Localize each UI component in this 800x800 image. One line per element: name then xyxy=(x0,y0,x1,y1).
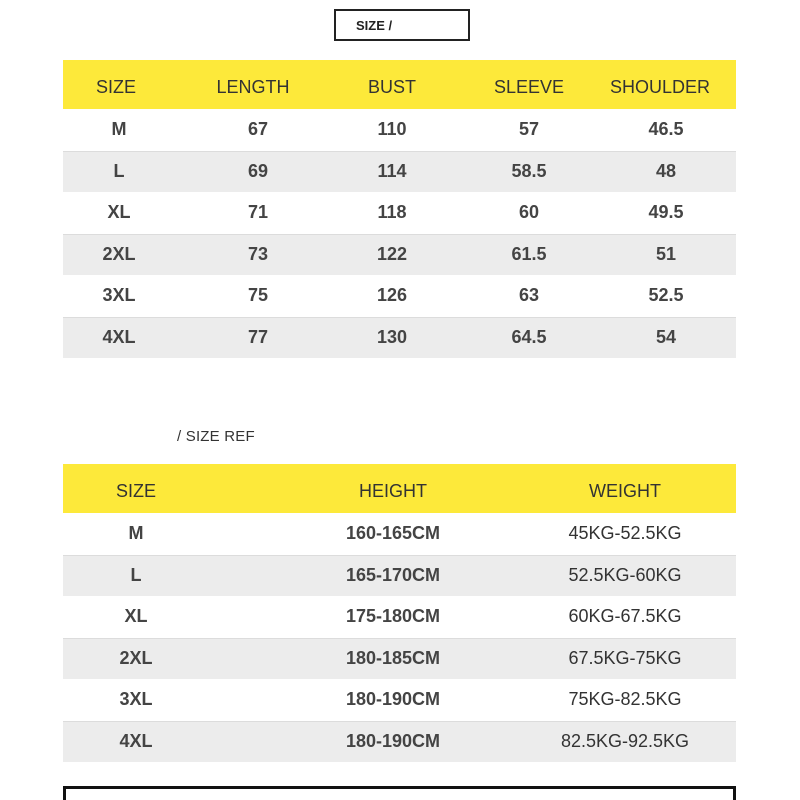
bottom-frame xyxy=(63,786,736,800)
cell-size: 2XL xyxy=(119,648,153,669)
cell-size: XL xyxy=(124,606,148,627)
table-row xyxy=(63,275,736,317)
cell-sleeve: 63 xyxy=(518,285,540,306)
cell-length: 67 xyxy=(247,119,269,140)
table-row xyxy=(63,317,736,359)
table-row xyxy=(63,638,736,680)
cell-length: 69 xyxy=(247,161,269,182)
cell-height: 175-180CM xyxy=(345,606,441,627)
cell-shoulder: 46.5 xyxy=(648,119,684,140)
reference-table-header xyxy=(63,464,736,513)
size-title-box xyxy=(334,9,470,41)
header-size: SIZE xyxy=(95,77,136,97)
cell-sleeve: 60 xyxy=(518,202,540,223)
header-shoulder: SHOULDER xyxy=(609,77,711,97)
table-row xyxy=(63,555,736,597)
header-sleeve: SLEEVE xyxy=(493,77,565,97)
cell-size: 4XL xyxy=(102,327,136,348)
cell-weight: 67.5KG-75KG xyxy=(568,648,682,669)
table-row xyxy=(63,109,736,151)
cell-sleeve: 64.5 xyxy=(511,327,547,348)
measurement-table-header xyxy=(63,60,736,109)
cell-height: 180-185CM xyxy=(345,648,441,669)
cell-length: 71 xyxy=(247,202,269,223)
measurement-table xyxy=(63,60,736,358)
cell-sleeve: 61.5 xyxy=(511,244,547,265)
header-size: SIZE xyxy=(115,481,156,501)
cell-size: 3XL xyxy=(119,689,153,710)
header-length: LENGTH xyxy=(216,77,290,97)
table-row xyxy=(63,513,736,555)
size-title-label: SIZE / xyxy=(356,17,393,33)
cell-bust: 118 xyxy=(377,202,407,223)
cell-bust: 126 xyxy=(376,285,408,306)
cell-bust: 130 xyxy=(376,327,408,348)
header-bust: BUST xyxy=(367,77,416,97)
cell-shoulder: 51 xyxy=(655,244,677,265)
cell-weight: 52.5KG-60KG xyxy=(568,565,682,586)
size-reference-table xyxy=(63,464,736,762)
cell-shoulder: 52.5 xyxy=(648,285,684,306)
table-row xyxy=(63,151,736,193)
cell-size: L xyxy=(130,565,142,586)
cell-weight: 75KG-82.5KG xyxy=(568,689,682,710)
cell-length: 75 xyxy=(247,285,269,306)
size-reference-heading: / SIZE REF xyxy=(177,428,255,445)
cell-height: 160-165CM xyxy=(345,523,441,544)
table-row xyxy=(63,721,736,763)
cell-length: 77 xyxy=(247,327,269,348)
cell-size: M xyxy=(111,119,127,140)
cell-weight: 60KG-67.5KG xyxy=(568,606,682,627)
cell-size: 3XL xyxy=(102,285,136,306)
cell-bust: 122 xyxy=(376,244,408,265)
table-row xyxy=(63,192,736,234)
cell-height: 180-190CM xyxy=(345,689,441,710)
cell-size: L xyxy=(113,161,125,182)
cell-shoulder: 49.5 xyxy=(648,202,684,223)
cell-size: M xyxy=(128,523,144,544)
table-row xyxy=(63,596,736,638)
cell-shoulder: 54 xyxy=(655,327,677,348)
cell-bust: 114 xyxy=(377,161,407,182)
header-weight: WEIGHT xyxy=(589,481,661,501)
cell-height: 180-190CM xyxy=(345,731,441,752)
cell-weight: 82.5KG-92.5KG xyxy=(560,731,690,752)
cell-weight: 45KG-52.5KG xyxy=(568,523,682,544)
cell-sleeve: 57 xyxy=(518,119,540,140)
cell-shoulder: 48 xyxy=(655,161,677,182)
cell-length: 73 xyxy=(247,244,269,265)
cell-size: XL xyxy=(107,202,131,223)
table-row xyxy=(63,679,736,721)
header-height: HEIGHT xyxy=(358,481,427,501)
cell-size: 4XL xyxy=(119,731,153,752)
cell-sleeve: 58.5 xyxy=(511,161,547,182)
cell-bust: 110 xyxy=(377,119,407,140)
cell-size: 2XL xyxy=(102,244,136,265)
table-row xyxy=(63,234,736,276)
cell-height: 165-170CM xyxy=(345,565,441,586)
